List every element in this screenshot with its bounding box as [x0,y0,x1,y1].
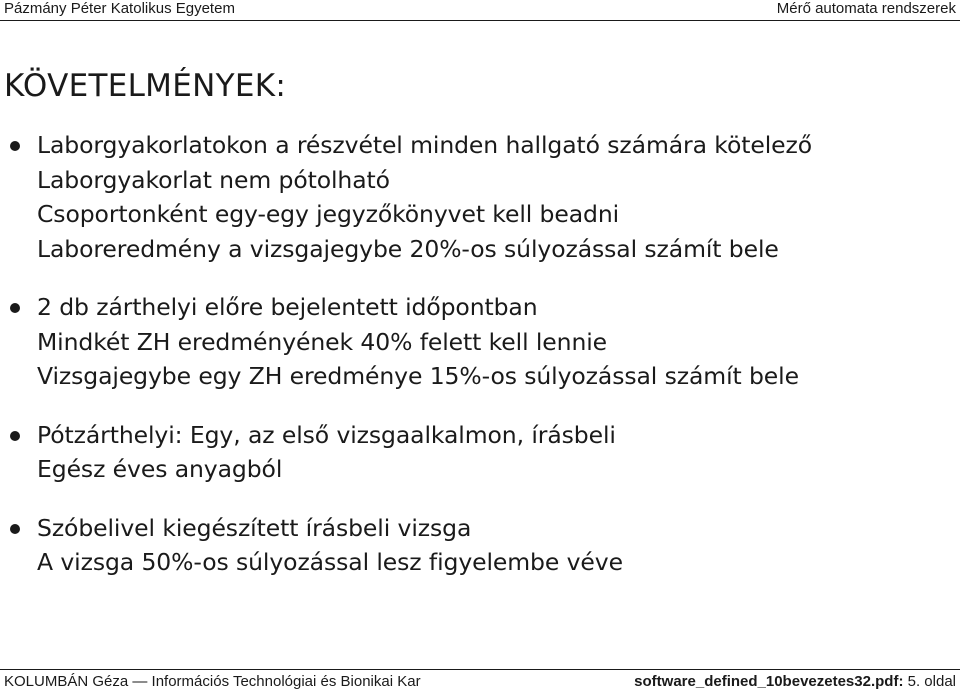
bullet-line: Pótzárthelyi: Egy, az első vizsgaalkalmon, írásbeli [37,420,616,449]
bullet-dot-icon [10,141,20,151]
bullet-item-retake [0,418,812,487]
slide-title: KÖVETELMÉNYEK: [4,68,287,104]
bullet-line: Laborgyakorlatokon a részvétel minden hallgató számára kötelező [37,131,813,159]
bullet-line: Egész éves anyagból [37,455,283,483]
footer-filename: software_defined_10bevezetes32.pdf: [634,673,904,690]
footer-author: KOLUMBÁN Géza — Információs Technológiai és Bionikai Kar [4,673,421,690]
bullet-line: Vizsgajegybe egy ZH eredménye 15%-os súlyozással számít bele [37,362,799,390]
footer-file-info [634,673,956,691]
bullet-line: Szóbelivel kiegészített írásbeli vizsga [37,513,472,542]
university-name: Pázmány Péter Katolikus Egyetem [4,0,235,17]
bullet-item-exam [0,511,812,580]
bullet-dot-icon [10,303,20,313]
bullet-line: Mindkét ZH eredményének 40% felett kell lennie [37,327,608,356]
bullet-dot-icon [10,524,20,534]
bullet-line: Laborgyakorlat nem pótolható [37,165,390,194]
bullet-item-lab [0,128,812,266]
footer-page-number: 5. oldal [907,673,956,690]
course-name: Mérő automata rendszerek [776,0,956,17]
slide-footer [0,669,960,693]
bullet-line: Csoportonként egy-egy jegyzőkönyvet kell beadni [37,200,620,228]
bullet-line: 2 db zárthelyi előre bejelentett időpontban [37,293,538,321]
bullet-dot-icon [10,431,20,441]
header-divider [0,20,960,21]
bullet-item-midterms [0,290,812,394]
bullet-line: A vizsga 50%-os súlyozással lesz figyelembe véve [37,548,623,576]
slide-header [0,0,960,22]
requirements-list [0,128,812,604]
footer-divider [0,669,960,670]
bullet-line: Laboreredmény a vizsgajegybe 20%-os súlyozással számít bele [37,234,779,263]
